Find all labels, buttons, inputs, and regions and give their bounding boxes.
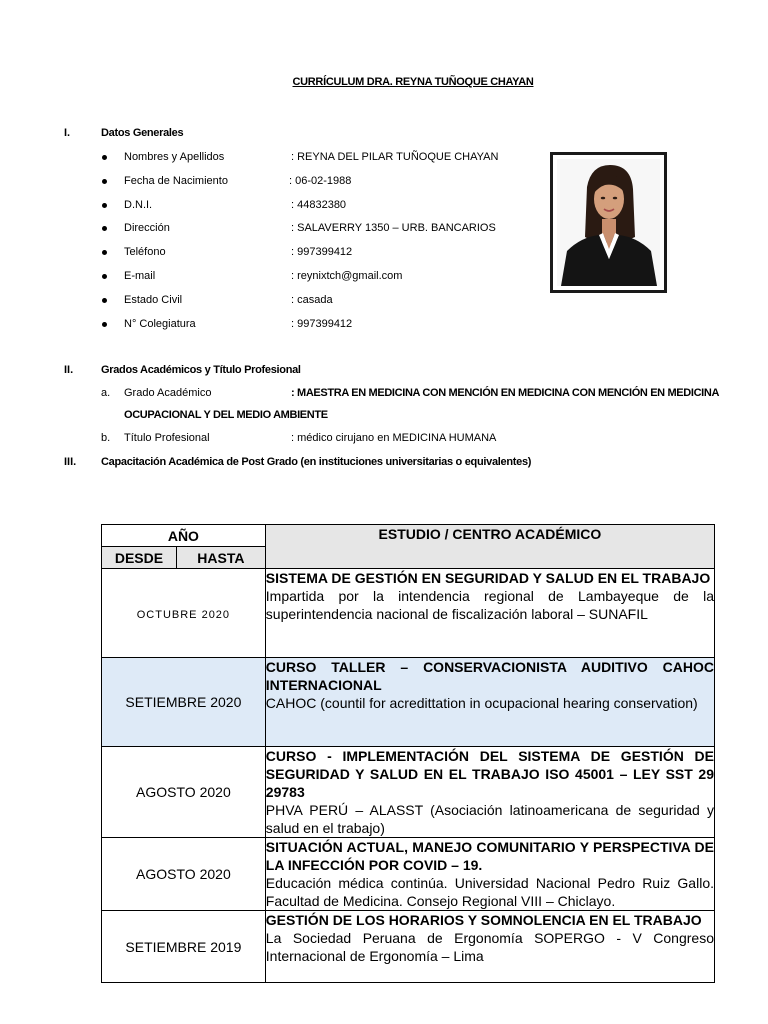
study-title: CURSO - IMPLEMENTACIÓN DEL SISTEMA DE GESTIÓN DE SEGURIDAD Y SALUD EN EL TRABAJO ISO 45001 – LEY SST 29 29783	[265, 748, 714, 800]
table-row	[102, 747, 715, 838]
personal-label: Dirección	[124, 222, 170, 234]
header-from: DESDE	[102, 547, 177, 569]
section-1-number: I.	[64, 127, 71, 139]
table-row	[102, 911, 715, 983]
capacitacion-table	[101, 524, 715, 983]
bullet-icon	[102, 322, 107, 327]
personal-value: : 997399412	[291, 246, 353, 258]
document-title: CURRÍCULUM DRA. REYNA TUÑOQUE CHAYAN	[292, 76, 534, 88]
study-desc: PHVA PERÚ – ALASST (Asociación latinoamericana de seguridad y salud en el trabajo)	[265, 802, 714, 836]
personal-label: E-mail	[124, 270, 156, 282]
row-date-text: OCTUBRE 2020	[136, 609, 231, 621]
section-2-number: II.	[64, 364, 74, 376]
bullet-icon	[102, 226, 107, 231]
personal-label: Teléfono	[124, 246, 166, 258]
section-1-title: Datos Generales	[101, 127, 184, 139]
header-year: AÑO	[102, 525, 266, 547]
study-desc: La Sociedad Peruana de Ergonomía SOPERGO - V Congreso Internacional de Ergonomía – Lima	[265, 930, 714, 964]
row-date: AGOSTO 2020	[102, 747, 266, 838]
bullet-icon	[102, 155, 107, 160]
grado-b-label: Título Profesional	[124, 432, 210, 444]
study-desc: Impartida por la intendencia regional de Lambayeque de la superintendencia nacional de fiscalización laboral – SUNAFIL	[265, 588, 714, 622]
table-row	[102, 569, 715, 658]
personal-label: N° Colegiatura	[124, 318, 196, 330]
grado-a-value: : MAESTRA EN MEDICINA CON MENCIÓN EN MEDICINA CON MENCIÓN EN MEDICINA	[291, 387, 720, 399]
row-study	[265, 747, 714, 838]
study-title: SISTEMA DE GESTIÓN EN SEGURIDAD Y SALUD EN EL TRABAJO	[265, 570, 711, 586]
row-study	[265, 658, 714, 747]
personal-label: Estado Civil	[124, 294, 183, 306]
section-3-title: Capacitación Académica de Post Grado (en instituciones universitarias o equivalentes)	[101, 456, 532, 468]
row-date: SETIEMBRE 2019	[102, 911, 266, 983]
study-title: GESTIÓN DE LOS HORARIOS Y SOMNOLENCIA EN EL TRABAJO	[265, 912, 702, 928]
portrait-illustration	[557, 159, 660, 286]
bullet-icon	[102, 250, 107, 255]
personal-label: Fecha de Nacimiento	[124, 175, 228, 187]
grado-b-marker: b.	[101, 432, 111, 444]
personal-value: : 06-02-1988	[289, 175, 352, 187]
study-title: SITUACIÓN ACTUAL, MANEJO COMUNITARIO Y PERSPECTIVA DE LA INFECCIÓN POR COVID – 19.	[265, 839, 714, 873]
personal-value: : REYNA DEL PILAR TUÑOQUE CHAYAN	[291, 151, 499, 163]
grado-a-marker: a.	[101, 387, 111, 399]
grado-a-label: Grado Académico	[124, 387, 212, 399]
row-study	[265, 838, 714, 911]
table-row	[102, 838, 715, 911]
bullet-icon	[102, 179, 107, 184]
personal-label: Nombres y Apellidos	[124, 151, 225, 163]
study-desc: Educación médica continúa. Universidad Nacional Pedro Ruiz Gallo. Facultad de Medicina. Consejo Regional VIII – Chiclayo.	[265, 875, 714, 909]
bullet-icon	[102, 203, 107, 208]
profile-photo	[550, 152, 667, 293]
study-title: CURSO TALLER – CONSERVACIONISTA AUDITIVO CAHOC INTERNACIONAL	[265, 659, 714, 693]
bullet-icon	[102, 298, 107, 303]
section-3-number: III.	[64, 456, 77, 468]
row-study	[265, 911, 714, 983]
personal-value: : casada	[291, 294, 333, 306]
bullet-icon	[102, 274, 107, 279]
personal-value: : 997399412	[291, 318, 353, 330]
row-date: SETIEMBRE 2020	[102, 658, 266, 747]
study-desc: CAHOC (countil for acredittation in ocupacional hearing conservation)	[265, 695, 698, 711]
header-to: HASTA	[176, 547, 265, 569]
personal-label: D.N.I.	[124, 199, 153, 211]
table-header-row	[102, 525, 715, 547]
row-date: AGOSTO 2020	[102, 838, 266, 911]
grado-a-value-cont: OCUPACIONAL Y DEL MEDIO AMBIENTE	[124, 409, 328, 421]
portrait-icon	[557, 159, 660, 286]
header-study: ESTUDIO / CENTRO ACADÉMICO	[265, 525, 714, 569]
email-value[interactable]: : reynixtch@gmail.com	[291, 270, 403, 282]
grado-b-value: : médico cirujano en MEDICINA HUMANA	[291, 432, 497, 444]
personal-value: : 44832380	[291, 199, 347, 211]
row-study	[265, 569, 714, 658]
table-row	[102, 658, 715, 747]
row-date	[102, 569, 266, 658]
personal-value: : SALAVERRY 1350 – URB. BANCARIOS	[291, 222, 496, 234]
section-2-title: Grados Académicos y Título Profesional	[101, 364, 301, 376]
